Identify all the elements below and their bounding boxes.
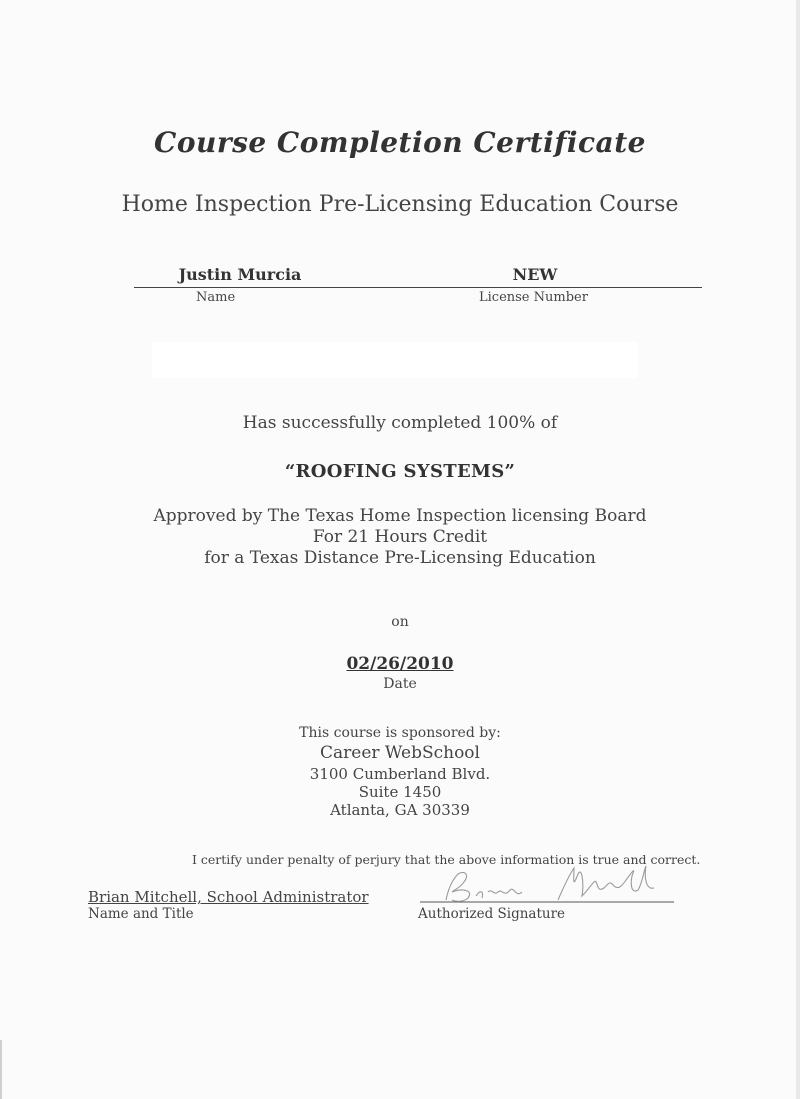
administrator-name-text: Brian Mitchell, School Administrator [88, 888, 369, 906]
sponsor-name: Career WebSchool [320, 743, 480, 763]
date-caption: Date [383, 676, 417, 692]
certificate-title: Course Completion Certificate [154, 126, 646, 159]
name-title-caption: Name and Title [88, 906, 194, 922]
approval-line: For 21 Hours Credit [312, 527, 488, 547]
name-license-rule [134, 287, 702, 288]
name-caption: Name [196, 290, 236, 305]
completion-date [0, 654, 800, 674]
sponsor-intro: This course is sponsored by: [299, 725, 501, 741]
sponsor-address-line: Suite 1450 [358, 783, 442, 801]
approval-line: Approved by The Texas Home Inspection licensing Board [153, 506, 647, 526]
license-caption: License Number [479, 290, 588, 305]
redacted-area [152, 342, 638, 378]
certify-statement: I certify under penalty of perjury that the above information is true and correct. [192, 852, 701, 867]
recipient-name: Justin Murcia [178, 265, 302, 284]
on-label: on [391, 614, 409, 630]
completion-statement: Has successfully completed 100% of [242, 413, 558, 433]
sponsor-address-line: Atlanta, GA 30339 [330, 801, 470, 819]
approval-line: for a Texas Distance Pre-Licensing Education [204, 548, 596, 568]
date-value: 02/26/2010 [346, 654, 454, 674]
license-number: NEW [512, 265, 558, 284]
course-name: “ROOFING SYSTEMS” [284, 461, 516, 482]
authorized-signature-caption: Authorized Signature [418, 906, 566, 922]
sponsor-address-line: 3100 Cumberland Blvd. [309, 765, 491, 783]
scan-edge-mark [0, 1040, 2, 1099]
administrator-name [88, 888, 369, 906]
handwritten-signature [418, 860, 678, 910]
course-subtitle: Home Inspection Pre-Licensing Education Course [121, 192, 679, 217]
